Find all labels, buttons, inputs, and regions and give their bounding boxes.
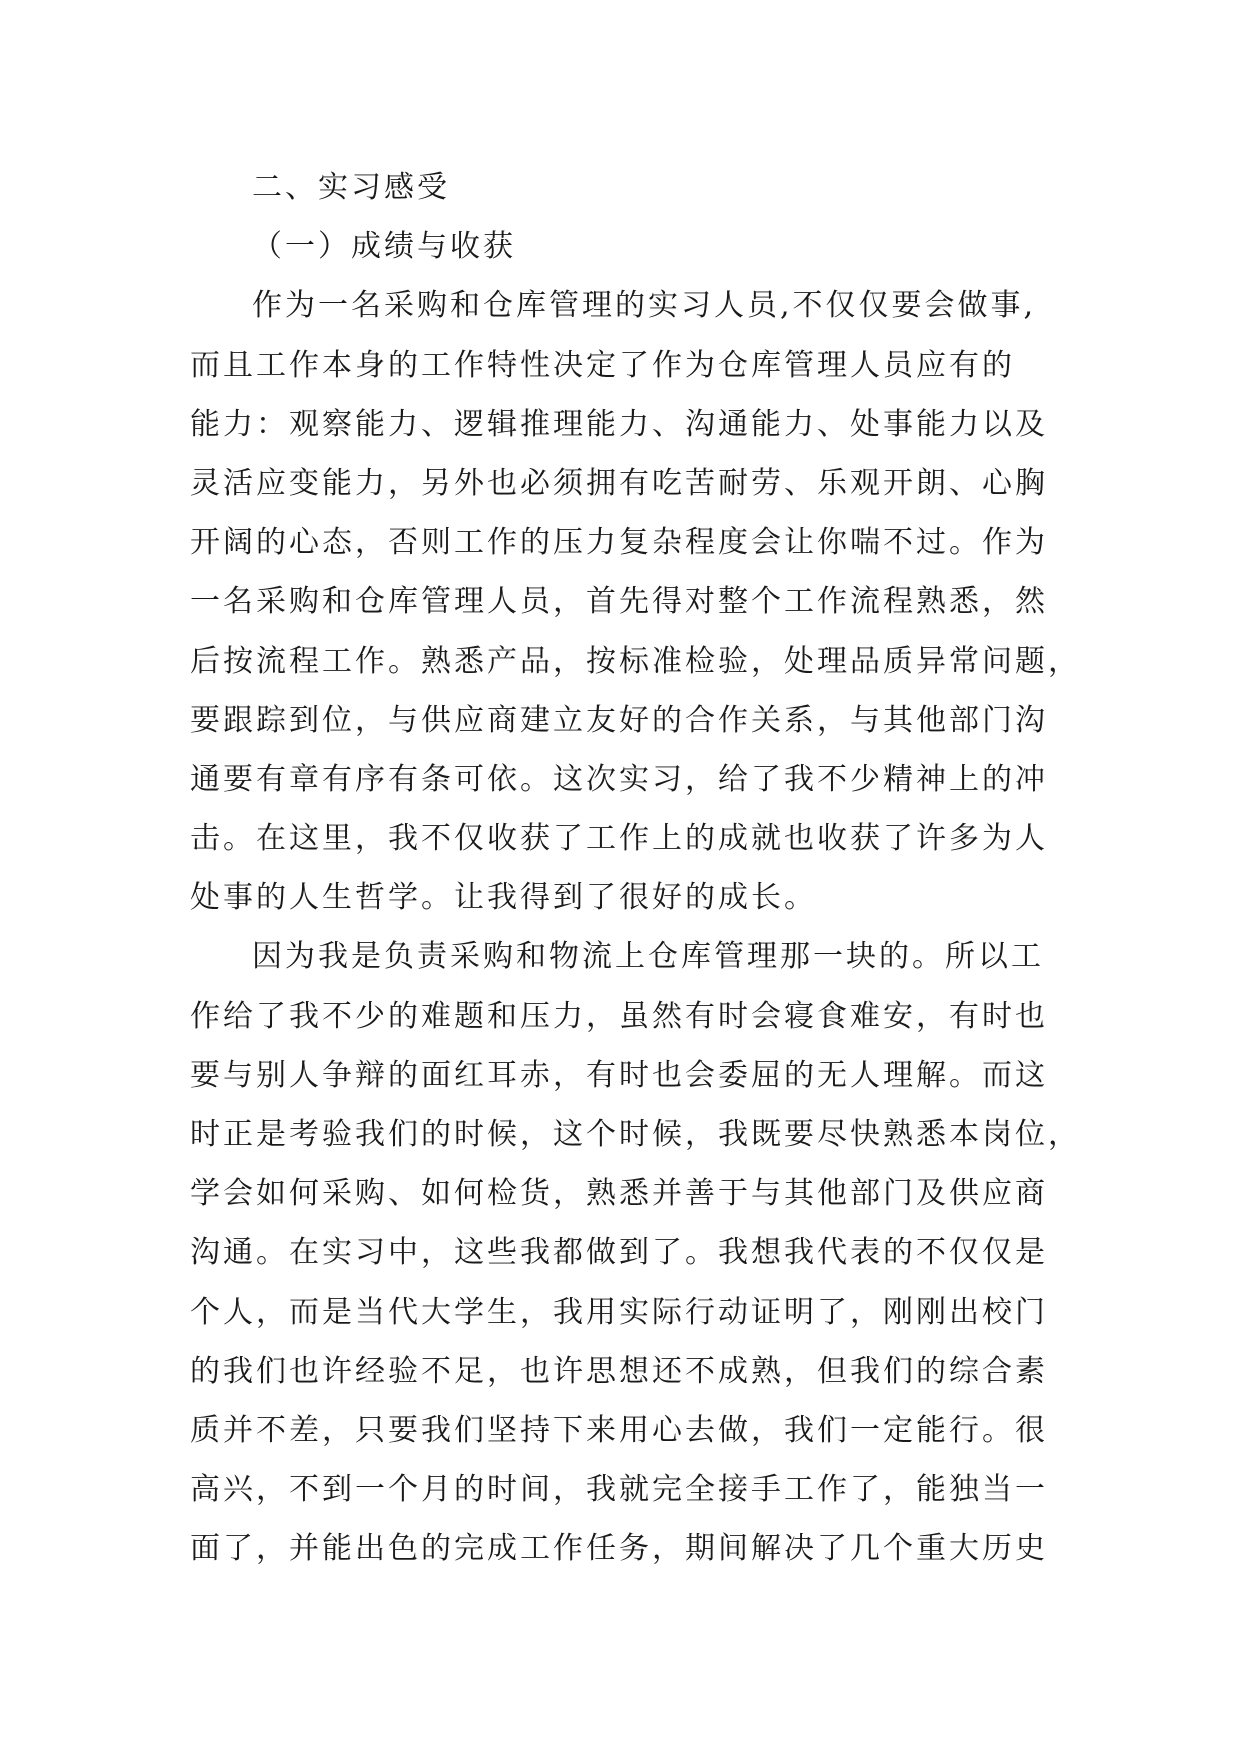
paragraph-line: 开阔的心态，否则工作的压力复杂程度会让你喘不过。作为 [190, 525, 1048, 561]
paragraph-line: 学会如何采购、如何检货，熟悉并善于与其他部门及供应商 [190, 1176, 1048, 1212]
paragraph-line: 能力：观察能力、逻辑推理能力、沟通能力、处事能力以及 [190, 406, 1048, 442]
paragraph-line: 作给了我不少的难题和压力，虽然有时会寝食难安，有时也 [190, 998, 1048, 1034]
paragraph-line: 击。在这里，我不仅收获了工作上的成就也收获了许多为人 [190, 821, 1048, 857]
paragraph-line: 的我们也许经验不足，也许思想还不成熟，但我们的综合素 [190, 1353, 1048, 1389]
subsection-heading: （一）成绩与收获 [252, 229, 516, 265]
paragraph-line: 灵活应变能力，另外也必须拥有吃苦耐劳、乐观开朗、心胸 [190, 465, 1048, 501]
paragraph-line: 高兴，不到一个月的时间，我就完全接手工作了，能独当一 [190, 1472, 1048, 1508]
paragraph-line: 时正是考验我们的时候，这个时候，我既要尽快熟悉本岗位， [190, 1117, 1081, 1152]
paragraph-2 [190, 927, 1081, 1578]
paragraph-line: 个人，而是当代大学生，我用实际行动证明了，刚刚出校门 [190, 1294, 1048, 1330]
paragraph-line: 而且工作本身的工作特性决定了作为仓库管理人员应有的 [190, 347, 1015, 383]
paragraph-line: 面了，并能出色的完成工作任务，期间解决了几个重大历史 [190, 1531, 1048, 1567]
paragraph-line: 沟通。在实习中，这些我都做到了。我想我代表的不仅仅是 [190, 1235, 1048, 1271]
paragraph-line: 作为一名采购和仓库管理的实习人员,不仅仅要会做事, [252, 288, 1037, 324]
paragraph-line: 要跟踪到位，与供应商建立友好的合作关系，与其他部门沟 [190, 702, 1048, 738]
section-heading: 二、实习感受 [252, 170, 450, 205]
document-body [190, 158, 1081, 1579]
paragraph-line: 因为我是负责采购和物流上仓库管理那一块的。所以工 [252, 939, 1044, 975]
paragraph-1 [190, 276, 1081, 927]
paragraph-line: 通要有章有序有条可依。这次实习，给了我不少精神上的冲 [190, 761, 1048, 797]
paragraph-line: 处事的人生哲学。让我得到了很好的成长。 [190, 880, 817, 916]
paragraph-line: 后按流程工作。熟悉产品，按标准检验，处理品质异常问题， [190, 643, 1081, 679]
paragraph-line: 质并不差，只要我们坚持下来用心去做，我们一定能行。很 [190, 1412, 1048, 1448]
paragraph-line: 要与别人争辩的面红耳赤，有时也会委屈的无人理解。而这 [190, 1057, 1048, 1093]
paragraph-line: 一名采购和仓库管理人员，首先得对整个工作流程熟悉，然 [190, 584, 1048, 620]
